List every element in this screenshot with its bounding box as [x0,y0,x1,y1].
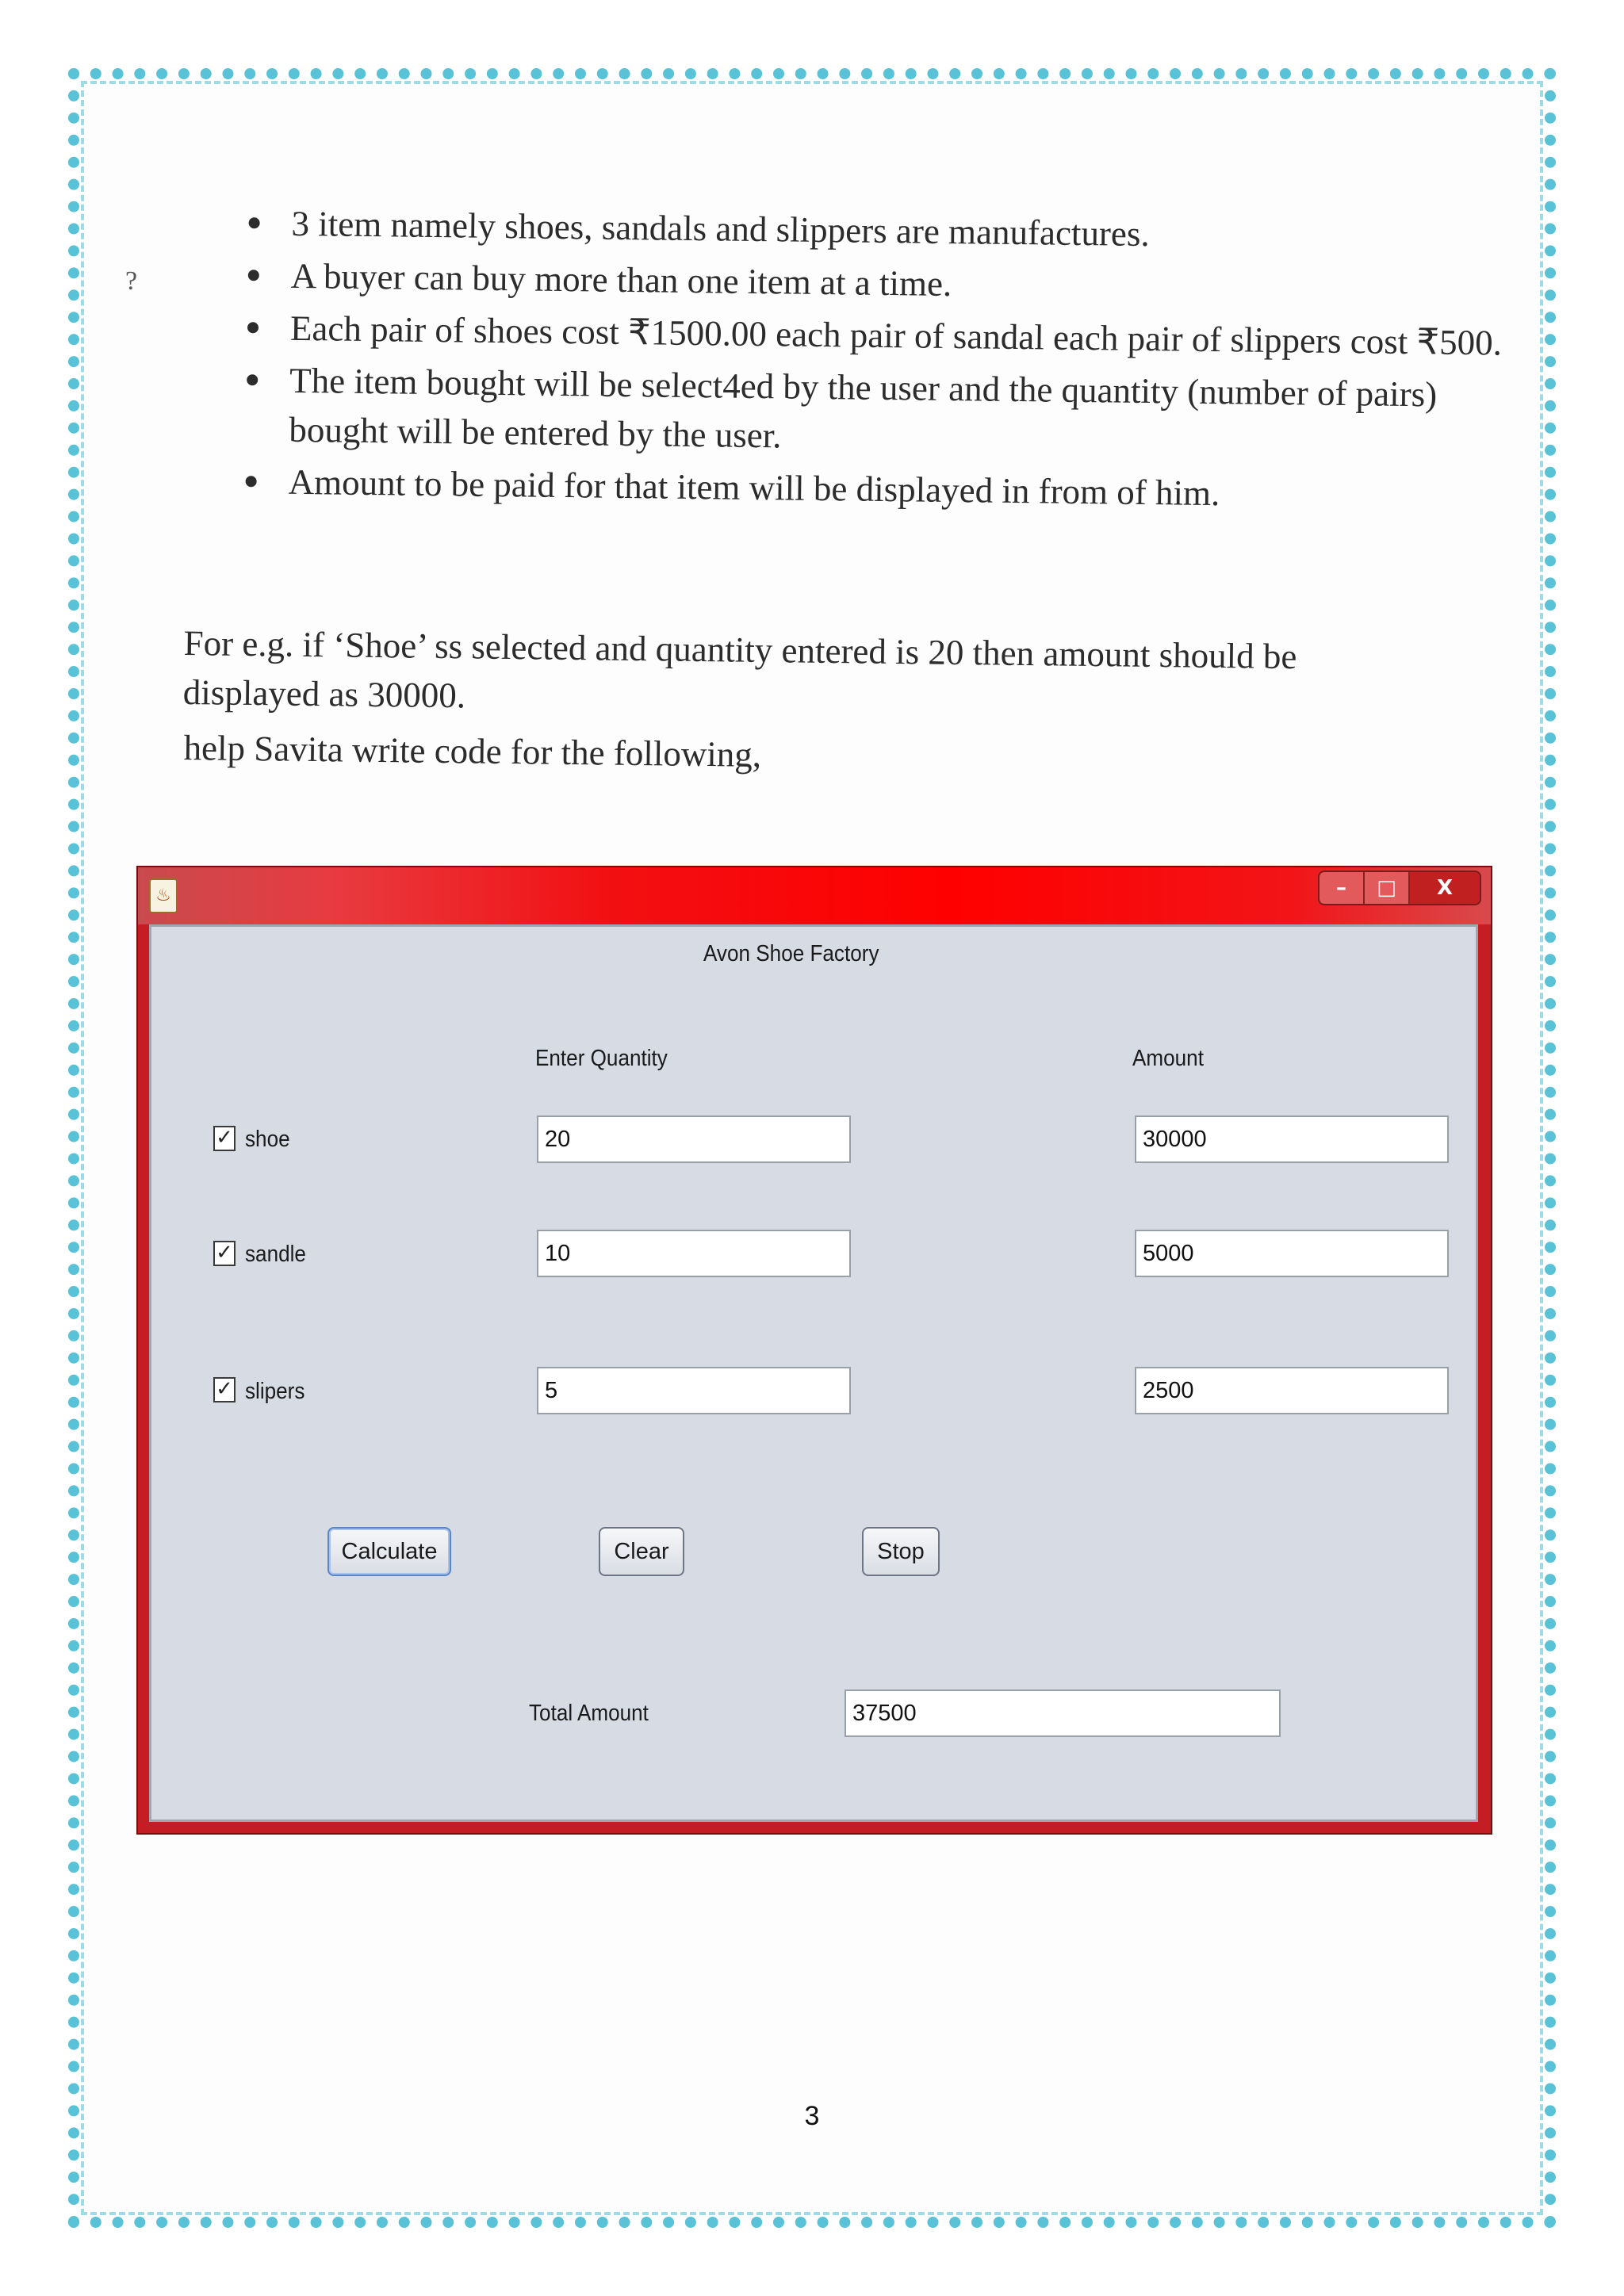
java-cup-icon: ♨ [149,878,178,913]
requirements-list [234,198,1538,525]
total-amount-label: Total Amount [529,1701,649,1726]
minimize-button[interactable]: – [1320,872,1365,904]
help-paragraph: help Savita write code for the following, [183,727,762,775]
bullet-dot [249,217,260,228]
shoe-label: shoe [245,1127,290,1152]
slipers-checkbox[interactable]: ✓ [213,1377,236,1402]
sandle-quantity-input[interactable]: 10 [537,1230,851,1277]
app-title: Avon Shoe Factory [703,941,879,966]
amount-header: Amount [1132,1046,1204,1071]
window-title-bar [138,867,1491,924]
list-item: 3 item namely shoes, sandals and slippers are manufactures. [237,198,1538,263]
clear-button[interactable]: Clear [599,1527,684,1576]
bullet-dot [248,270,259,281]
shoe-amount-field[interactable]: 30000 [1135,1115,1449,1163]
bullet-dot [247,322,259,333]
maximize-button[interactable]: □ [1365,872,1410,904]
list-item: Each pair of shoes cost ₹1500.00 each pair of sandal each pair of slippers cost ₹500. [236,303,1538,368]
total-amount-field[interactable]: 37500 [845,1689,1281,1737]
quantity-header: Enter Quantity [535,1046,668,1071]
stop-button[interactable]: Stop [862,1527,940,1576]
shoe-checkbox[interactable]: ✓ [213,1126,236,1151]
margin-mark: ? [125,266,138,296]
bullet-dot [247,374,258,385]
page-number: 3 [804,2101,820,2131]
bullet-dot [246,476,257,487]
slipers-amount-field[interactable]: 2500 [1135,1367,1449,1414]
example-paragraph: For e.g. if ‘Shoe’ ss selected and quantity entered is 20 then amount should be displayed as 30000. [182,622,1297,716]
list-item: A buyer can buy more than one item at a time. [236,251,1538,316]
sandle-checkbox[interactable]: ✓ [213,1241,236,1266]
sandle-amount-field[interactable]: 5000 [1135,1230,1449,1277]
form-panel [149,924,1478,1822]
sandle-label: sandle [245,1242,306,1267]
shoe-quantity-input[interactable]: 20 [537,1115,851,1163]
slipers-quantity-input[interactable]: 5 [537,1367,851,1414]
slipers-label: slipers [245,1379,305,1404]
window-controls [1318,871,1481,905]
calculate-button[interactable]: Calculate [327,1527,451,1576]
app-window-screenshot [136,866,1492,1835]
close-button[interactable]: X [1410,872,1480,904]
list-item: Amount to be paid for that item will be displayed in from of him. [234,457,1535,522]
list-item: The item bought will be select4ed by the user and the quantity (number of pairs) bought will be entered by the user. [235,355,1536,469]
